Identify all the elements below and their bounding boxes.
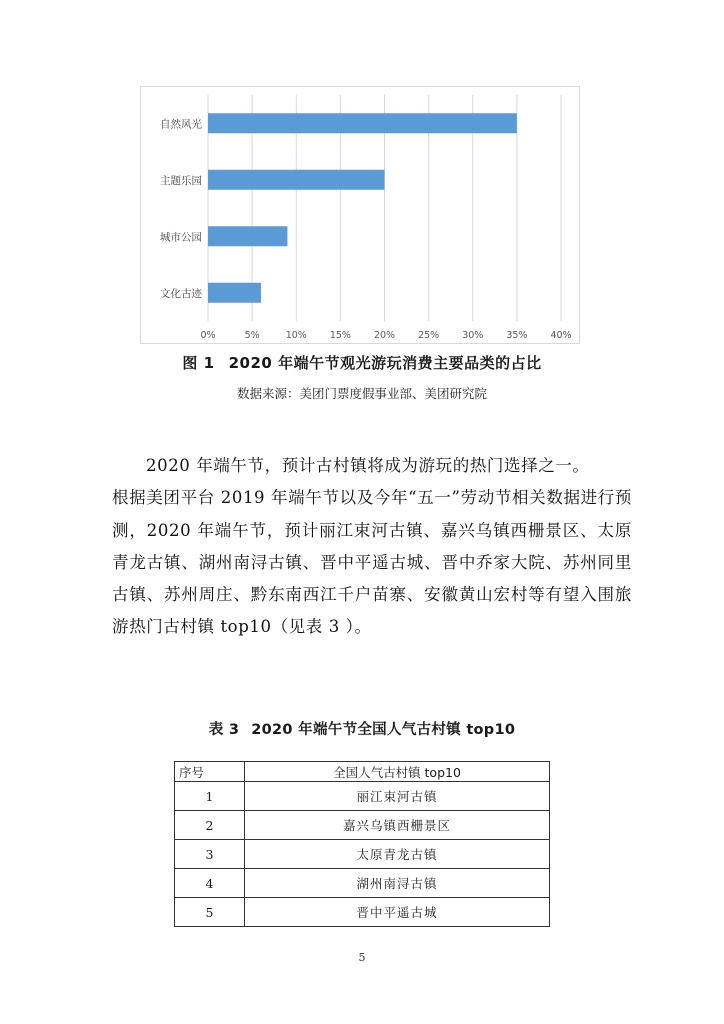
table-row [175, 811, 550, 840]
row-index: 4 [175, 869, 245, 898]
table-number: 表 3 [208, 722, 240, 738]
figure-number: 图 1 [182, 354, 215, 372]
row-town-name: 晋中平遥古城 [245, 898, 550, 927]
figure-caption [0, 352, 724, 373]
table-row [175, 869, 550, 898]
paragraph-first-line: 2020 年端午节，预计古村镇将成为游玩的热门选择之一。 [146, 456, 590, 475]
column-header-name: 全国人气古村镇 top10 [245, 762, 550, 782]
table-title: 2020 年端午节全国人气古村镇 top10 [251, 722, 516, 738]
row-town-name: 嘉兴乌镇西栅景区 [245, 811, 550, 840]
table-row [175, 898, 550, 927]
x-tick-label: 25% [418, 330, 440, 341]
ranking-table [174, 761, 550, 927]
row-town-name: 丽江束河古镇 [245, 782, 550, 811]
body-paragraph [112, 450, 632, 644]
bar-4 [208, 283, 261, 303]
table-caption [0, 718, 724, 739]
row-town-name: 湖州南浔古镇 [245, 869, 550, 898]
row-index: 2 [175, 811, 245, 840]
x-tick-label: 5% [244, 330, 260, 341]
bar-3 [208, 226, 287, 246]
x-tick-label: 20% [373, 330, 396, 341]
bar-chart [140, 86, 580, 344]
page-number: 5 [358, 951, 366, 964]
figure-title: 2020 年端午节观光游玩消费主要品类的占比 [228, 354, 542, 372]
bar-1 [208, 113, 517, 133]
x-tick-label: 40% [550, 330, 572, 341]
x-tick-label: 0% [200, 330, 216, 341]
x-tick-label: 35% [506, 330, 528, 341]
category-label: 自然风光 [160, 118, 202, 131]
chart-canvas [141, 87, 581, 345]
x-tick-label: 10% [285, 330, 307, 341]
figure-source: 数据来源：美团门票度假事业部、美团研究院 [236, 386, 487, 401]
category-label: 主题乐园 [160, 174, 202, 187]
row-index: 1 [175, 782, 245, 811]
x-tick-label: 15% [329, 330, 351, 341]
table-row [175, 840, 550, 869]
bar-2 [208, 170, 385, 190]
row-index: 5 [175, 898, 245, 927]
row-index: 3 [175, 840, 245, 869]
x-tick-label: 30% [462, 330, 484, 341]
paragraph-rest: 根据美团平台 2019 年端午节以及今年“五一”劳动节相关数据进行预测，2020 年端午节，预计丽江束河古镇、嘉兴乌镇西栅景区、太原青龙古镇、湖州南浔古镇、晋中平遥古城、晋中乔家大院、苏州同里古镇、苏州周庄、黔东南西江千户苗寨、安徽黄山宏村等有望入围旅游热门古村镇 top10（见表 3 ）。 [112, 488, 632, 637]
table-row [175, 782, 550, 811]
category-label: 城市公园 [160, 231, 202, 244]
category-label: 文化古迹 [160, 287, 202, 300]
column-header-index: 序号 [175, 762, 245, 782]
table-header-row [175, 762, 550, 782]
row-town-name: 太原青龙古镇 [245, 840, 550, 869]
